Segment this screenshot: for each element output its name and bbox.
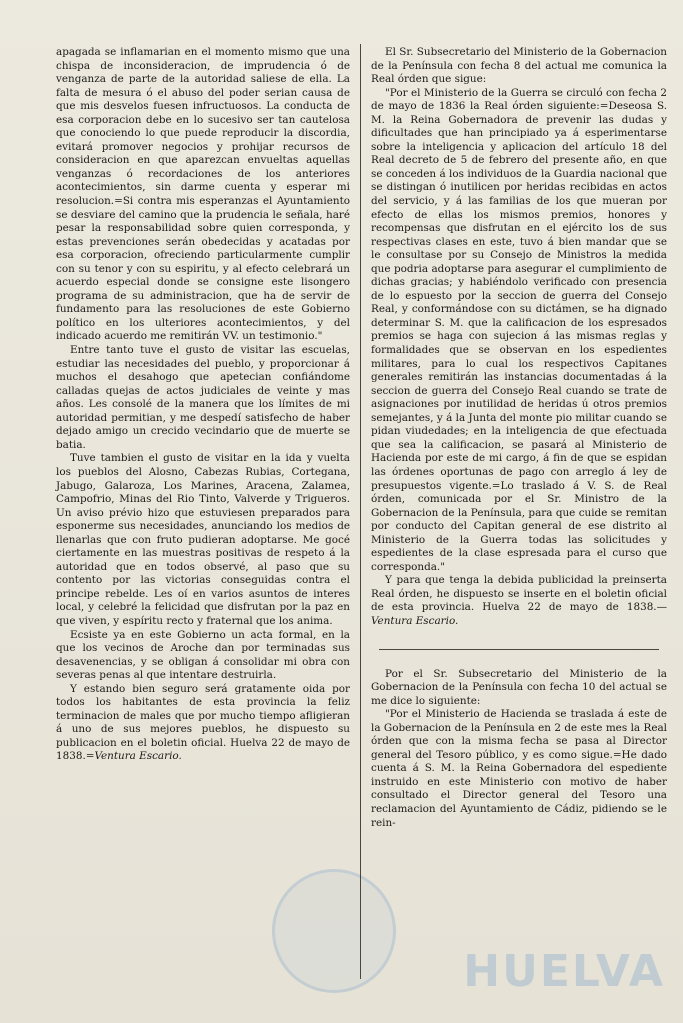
huelva-watermark: HUELVA (463, 946, 665, 997)
left-paragraph-4: Ecsiste ya en este Gobierno un acta formal, en la que los vecinos de Aroche dan por terminadas sus desavenencias, y se obligan á consolidar mi obra con severas penas al que intentare destruirla. (56, 628, 350, 682)
left-paragraph-1: apagada se inflamarian en el momento mismo que una chispa de inconsideracion, de imprudencia ó de venganza de parte de la autoridad saliese de ella. La falta de mesura ó el abuso del poder serian causa de que mis desvelos fuesen infructuosos. La conducta de esa corporacion debe en lo sucesivo ser tan cautelosa que conociendo lo que puede reproducir la discordia, evitará promover negocios y prohijar recursos de consideracion en que aparezcan envueltas aquellas venganzas ó recordaciones de los anteriores acontecimientos, sin darme cuenta y esperar mi resolucion.=Si contra mis esperanzas el Ayuntamiento se desviare del camino que la prudencia le señala, haré pesar la responsabilidad sobre quien corresponda, y estas prevenciones serán obedecidas y acatadas por esa corporacion, ofreciendo particularmente cumplir con su tenor y con su espiritu, y al efecto celebrará un acuerdo especial donde se consigne este lisongero programa de su administracion, que ha de servir de fundamento para las resoluciones de este Gobierno político en los ulteriores acontecimientos, y del indicado acuerdo me remitirán VV. un testimonio." (56, 46, 350, 343)
right-paragraph-5: "Por el Ministerio de Hacienda se traslada á este de la Gobernacion de la Península en 2 de este mes la Real órden que con la misma fecha se pasa al Director general del Tesoro público, y es como sigue.=He dado cuenta á S. M. la Reina Gobernadora del espediente instruido en este Ministerio con motivo de haber consultado el Director general del Tesoro una reclamacion del Ayuntamiento de Cádiz, pidiendo se le rein- (371, 708, 667, 829)
right-column (371, 46, 667, 830)
right-paragraph-4: Por el Sr. Subsecretario del Ministerio de la Gobernacion de la Península con fecha 10 del actual se me dice lo siguiente: (371, 667, 667, 707)
section-divider (379, 649, 659, 650)
left-signature: Ventura Escario. (94, 750, 182, 763)
seal-watermark-icon (272, 869, 396, 993)
right-paragraph-3-text: Y para que tenga la debida publicidad la preinserta Real órden, he dispuesto se inserte en el boletin oficial de esta provincia. Huelva 22 de mayo de 1838.— (371, 574, 667, 614)
right-paragraph-2: "Por el Ministerio de la Guerra se circuló con fecha 2 de mayo de 1836 la Real órden siguiente:=Deseosa S. M. la Reina Gobernadora de prevenir las dudas y dificultades que han principiado ya á esperimentarse sobre la inteligencia y aplicacion del artículo 18 del Real decreto de 5 de febrero del presente año, en que se conceden á los individuos de la Guardia nacional que se distingan ó inutilicen por heridas recibidas en actos del servicio, y á las familias de los que mueran por efecto de ellas los mismos premios, honores y recompensas que disfrutan en el ejército los de sus respectivas clases en este, tuvo á bien mandar que se le consultase por su Consejo de Ministros la medida que podria adoptarse para asegurar el cumplimiento de dichas gracias; y habiéndolo verificado con presencia de lo espuesto por la seccion de guerra del Consejo Real, y conformándose con su dictámen, se ha dignado determinar S. M. que la calificacion de los espresados premios se haga con sujecion á las mismas reglas y formalidades que se observan en los espedientes militares, para lo cual los respectivos Capitanes generales remitirán las instancias documentadas á la seccion de guerra del Consejo Real cuando se trate de asignaciones por inutilidad de heridas ú otros premios semejantes, y á la Junta del monte pio militar cuando se pidan viudedades; en la inteligencia de que efectuada que sea la calificacion, se pasará al Ministerio de Hacienda por este de mi cargo, á fin de que se espidan las órdenes oportunas de pago con arreglo á ley de presupuestos vigente.=Lo traslado á V. S. de Real órden, comunicada por el Sr. Ministro de la Gobernacion de la Península, para que cuide se remitan por conducto del Capitan general de ese distrito al Ministerio de la Guerra todas las solicitudes y espedientes de la clase espresada para el curso que corresponda." (371, 86, 667, 573)
right-paragraph-1: El Sr. Subsecretario del Ministerio de la Gobernacion de la Península con fecha 8 del actual me comunica la Real órden que sigue: (371, 46, 667, 86)
column-divider (360, 44, 361, 979)
right-paragraph-3 (371, 574, 667, 628)
left-paragraph-5 (56, 683, 350, 764)
left-paragraph-3: Tuve tambien el gusto de visitar en la ida y vuelta los pueblos del Alosno, Cabezas Rubias, Cortegana, Jabugo, Galaroza, Los Marines, Aracena, Zalamea, Campofrio, Minas del Rio Tinto, Valverde y Trigueros. Un aviso prévio hizo que estuviesen preparados para esponerme sus necesidades, anunciando los medios de llenarlas que con fruto pudieran adoptarse. Me gocé ciertamente en las muestras positivas de respeto á la autoridad que en todos observé, al paso que su contento por las victorias conseguidas contra el principe rebelde. Les oí en varios asuntos de interes local, y celebré la felicidad que disfrutan por la paz en que viven, y espíritu recto y fraternal que los anima. (56, 452, 350, 627)
right-signature: Ventura Escario. (371, 614, 459, 627)
left-column (56, 46, 350, 764)
left-paragraph-5-text: Y estando bien seguro será gratamente oida por todos los habitantes de esta provincia la feliz terminacion de males que por mucho tiempo afligieran á uno de sus mejores pueblos, he dispuesto su publicacion en el boletin oficial. Huelva 22 de mayo de 1838.= (56, 682, 350, 763)
left-paragraph-2: Entre tanto tuve el gusto de visitar las escuelas, estudiar las necesidades del pueblo, y proporcionar á muchos el desahogo que apetecian confiándome calladas quejas de actos judiciales de veinte y mas años. Les consolé de la manera que los límites de mi autoridad permitian, y me despedí satisfecho de haber dejado amigo un crecido vecindario que de muerte se batia. (56, 344, 350, 451)
